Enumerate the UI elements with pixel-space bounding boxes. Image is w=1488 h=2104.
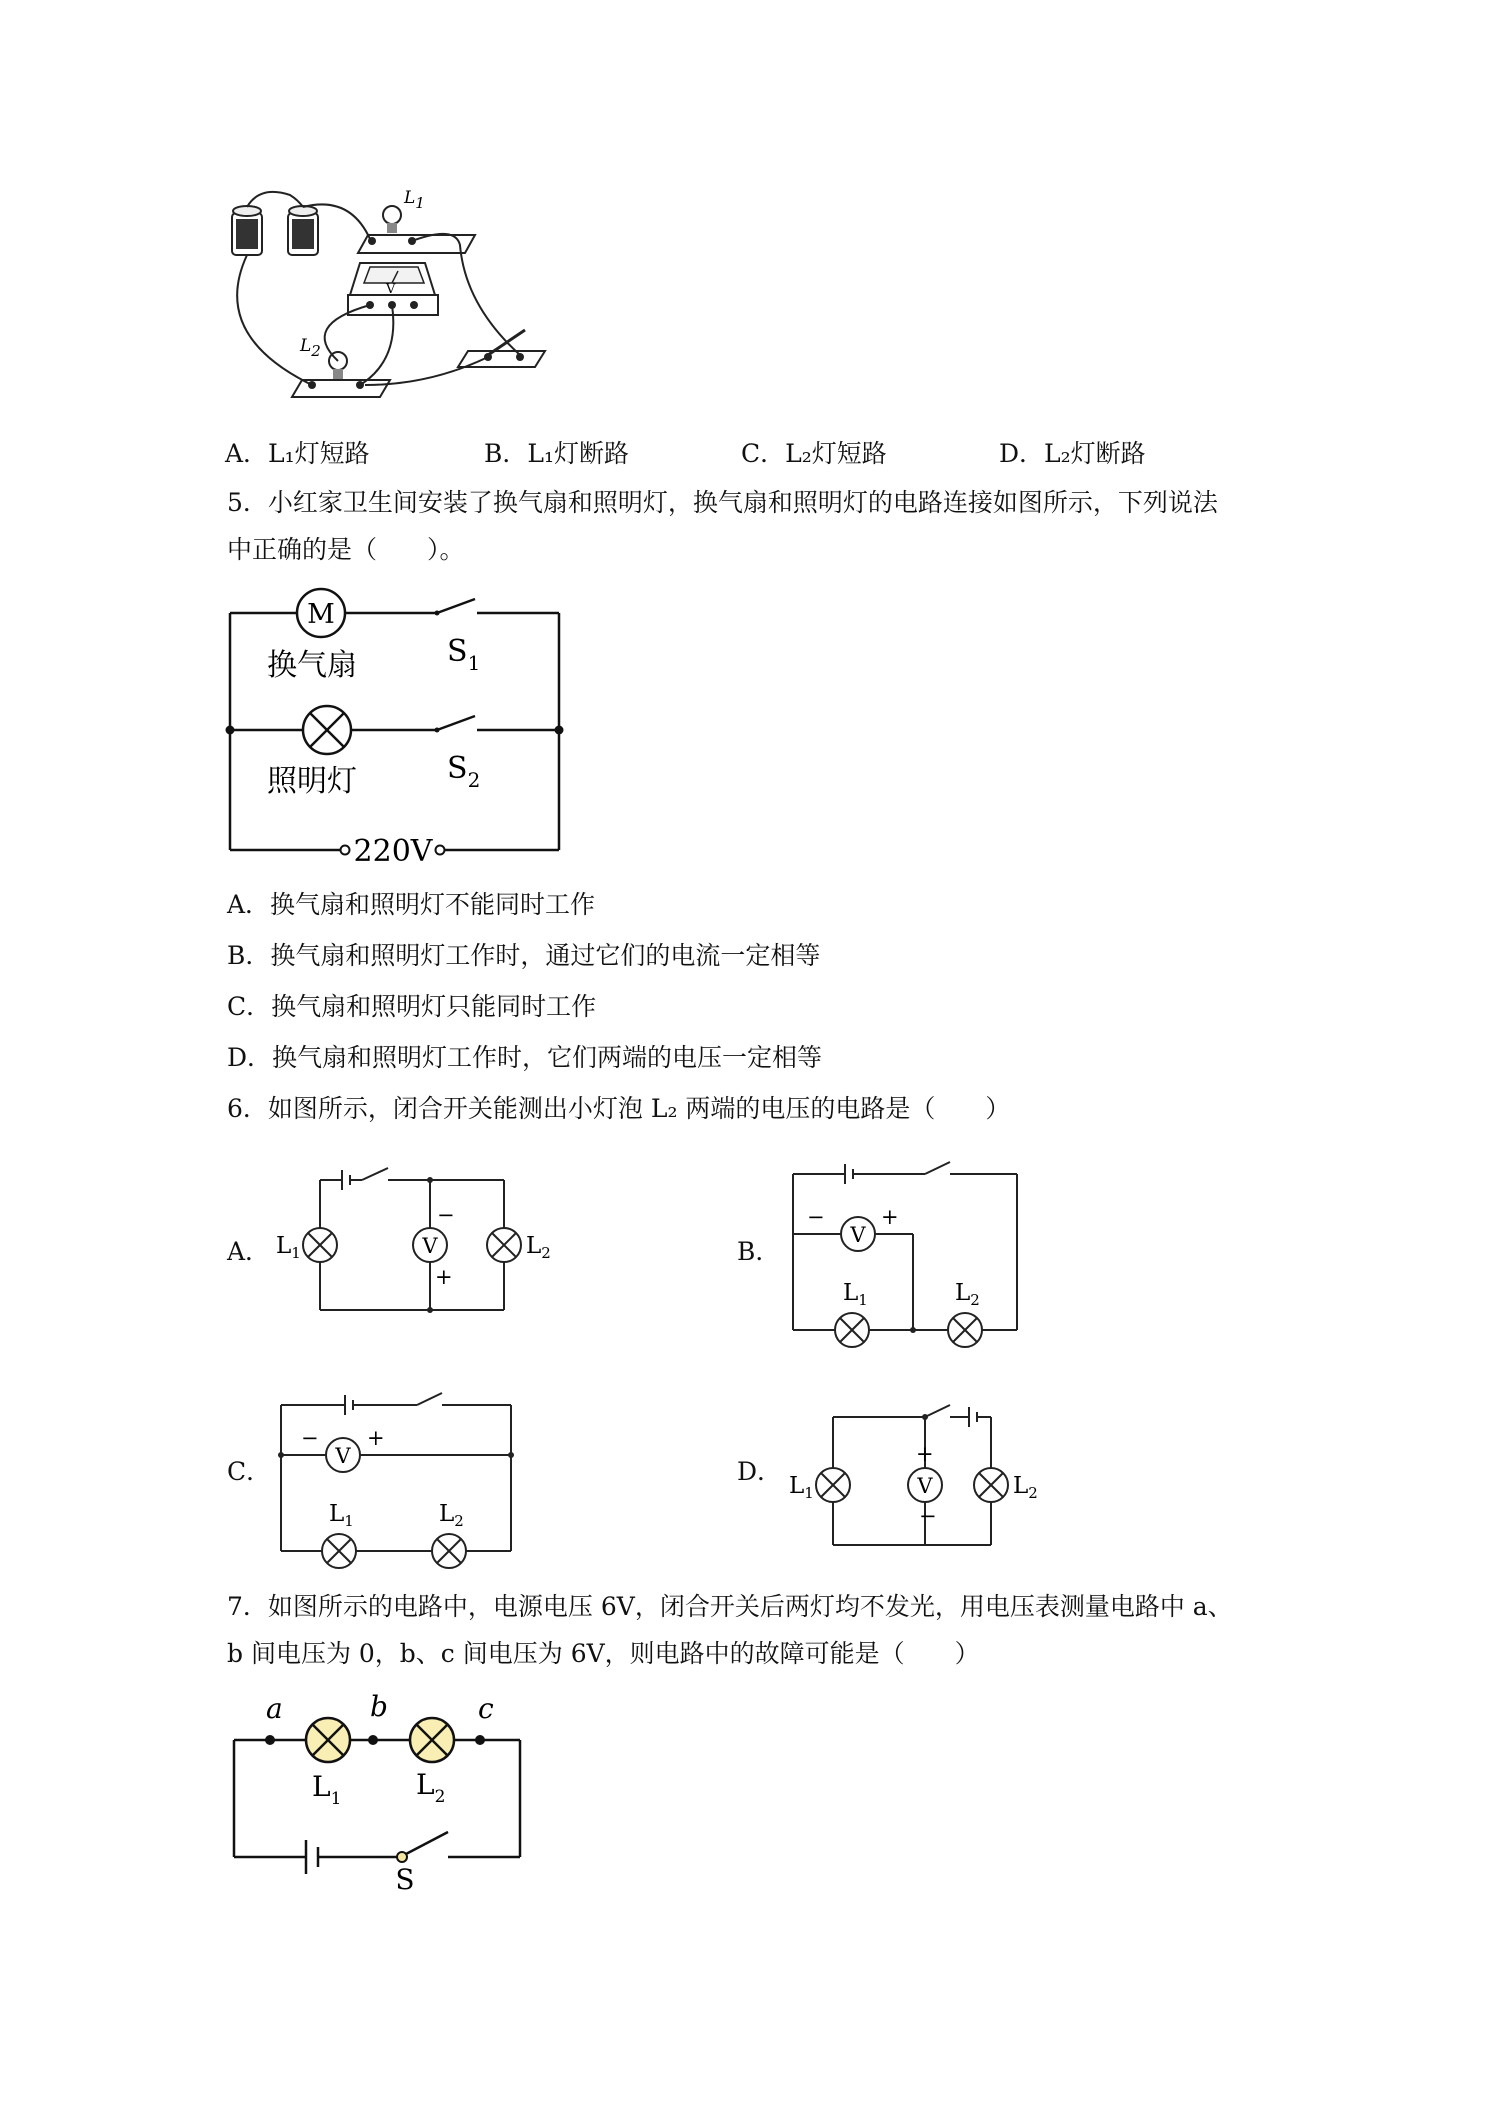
q6-circuit-d [785, 1385, 1065, 1555]
q6-option-d[interactable]: D． [737, 1457, 783, 1486]
svg-text:M: M [307, 599, 335, 630]
q7-stem-line1: 7．如图所示的电路中，电源电压 6V，闭合开关后两灯均不发光，用电压表测量电路中 a、 [227, 1592, 1233, 1621]
svg-text:−: − [437, 1203, 455, 1227]
voltmeter-icon [413, 1228, 447, 1262]
point-c-label: c [478, 1692, 494, 1725]
light-label: 照明灯 [267, 764, 357, 799]
q6-stem: 6．如图所示，闭合开关能测出小灯泡 L₂ 两端的电压的电路是（ ） [227, 1094, 1011, 1123]
lamp-l1-icon [816, 1468, 850, 1502]
voltmeter-icon [326, 1438, 360, 1472]
q4-circuit-figure [220, 185, 600, 415]
battery-icon [232, 206, 318, 255]
lamp-l2-icon [974, 1468, 1008, 1502]
q5-stem-line1: 5．小红家卫生间安装了换气扇和照明灯，换气扇和照明灯的电路连接如图所示，下列说法 [227, 488, 1218, 517]
q6-option-a[interactable]: A． [227, 1237, 271, 1266]
q5-option-d[interactable]: D．换气扇和照明灯工作时，它们两端的电压一定相等 [227, 1043, 823, 1072]
q5-stem-line2: 中正确的是（ ）。 [227, 535, 465, 564]
q6-circuit-c [275, 1385, 525, 1575]
svg-text:L2: $L_2$ [955, 1280, 980, 1309]
q6-circuit-b [785, 1160, 1025, 1340]
svg-text:V: V [850, 1223, 866, 1247]
svg-text:+: + [916, 1442, 934, 1466]
q4-option-a[interactable]: A．L₁灯短路 [225, 439, 370, 468]
lamp-l1-icon [835, 1313, 869, 1347]
q6-circuit-a [270, 1160, 560, 1320]
lamp-l2-icon [948, 1313, 982, 1347]
q4-option-c[interactable]: C．L₂灯短路 [741, 439, 887, 468]
q4-option-d[interactable]: D．L₂灯断路 [999, 439, 1146, 468]
switch-s2-label: $S_2$ [447, 751, 481, 792]
svg-text:L2: $L_2$ [526, 1233, 551, 1262]
fan-label: 换气扇 [267, 648, 357, 683]
svg-text:L2: $L_2$ [1013, 1473, 1038, 1502]
lamp-l2-label: $L_2$ [416, 1768, 446, 1807]
svg-text:−: − [807, 1205, 825, 1229]
lamp-l2-icon [410, 1718, 454, 1762]
voltage-label: 220V [353, 834, 433, 869]
lamp-l1-icon [358, 188, 475, 253]
svg-text:V: V [335, 1444, 351, 1468]
svg-text:L1: $L_1$ [276, 1233, 301, 1262]
lamp-l1-icon [322, 1534, 356, 1568]
q5-option-b[interactable]: B．换气扇和照明灯工作时，通过它们的电流一定相等 [227, 941, 821, 970]
svg-text:L2: L2 [300, 336, 321, 360]
lamp-l2-icon [487, 1228, 521, 1262]
lamp-l2-icon [432, 1534, 466, 1568]
lamp-l1-label: $L_1$ [312, 1770, 342, 1809]
switch-label: S [395, 1863, 415, 1896]
switch-s1-label: $S_1$ [447, 634, 481, 675]
q4-option-b[interactable]: B．L₁灯断路 [484, 439, 629, 468]
q7-circuit-diagram [230, 1690, 530, 1896]
svg-text:+: + [367, 1426, 385, 1450]
point-a-label: a [266, 1692, 283, 1725]
voltmeter-icon [841, 1217, 875, 1251]
motor-icon [297, 589, 345, 637]
svg-text:V: V [422, 1234, 438, 1258]
lamp-l2-icon [292, 336, 390, 397]
q5-option-a[interactable]: A．换气扇和照明灯不能同时工作 [227, 890, 596, 919]
lamp-l1-icon [306, 1718, 350, 1762]
svg-text:+: + [435, 1265, 453, 1289]
q7-stem-line2: b 间电压为 0，b、c 间电压为 6V，则电路中的故障可能是（ ） [227, 1639, 980, 1668]
voltmeter-icon [908, 1468, 942, 1502]
svg-text:L1: $L_1$ [789, 1473, 814, 1502]
svg-text:L2: $L_2$ [439, 1501, 464, 1530]
svg-text:−: − [301, 1426, 319, 1450]
svg-text:−: − [919, 1504, 937, 1528]
svg-text:L1: L1 [404, 188, 425, 212]
q5-circuit-diagram [225, 585, 565, 869]
lamp-icon [303, 706, 351, 754]
q5-option-c[interactable]: C．换气扇和照明灯只能同时工作 [227, 992, 597, 1021]
q6-option-b[interactable]: B． [737, 1237, 781, 1266]
point-b-label: b [370, 1690, 388, 1723]
svg-text:L1: $L_1$ [843, 1280, 868, 1309]
q6-option-c[interactable]: C． [227, 1457, 272, 1486]
svg-text:L1: $L_1$ [329, 1501, 354, 1530]
svg-text:+: + [881, 1205, 899, 1229]
svg-text:V: V [917, 1474, 933, 1498]
meter-label: V [386, 282, 396, 297]
lamp-l1-icon [303, 1228, 337, 1262]
